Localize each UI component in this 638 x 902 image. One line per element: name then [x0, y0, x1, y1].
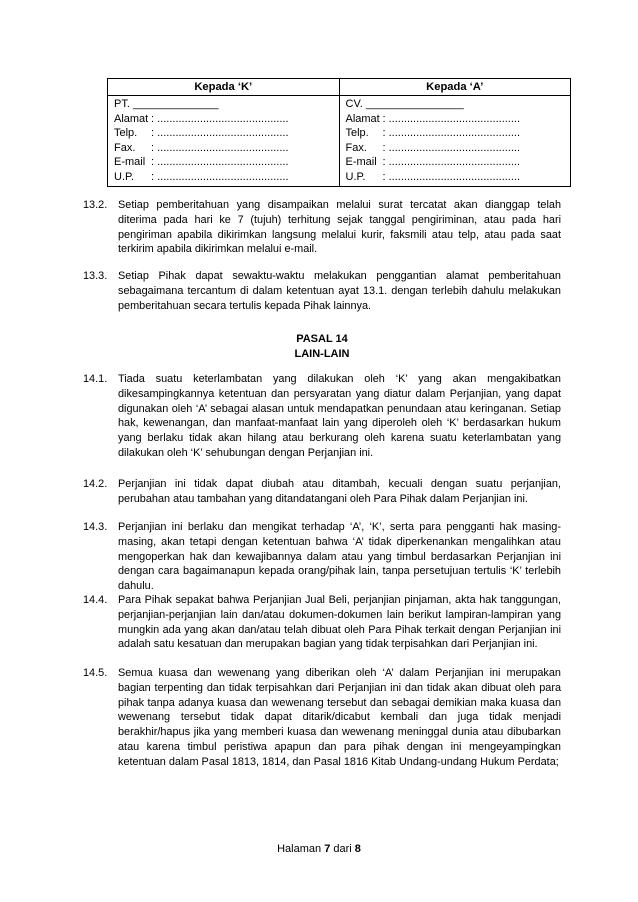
address-row-label: U.P. [114, 170, 134, 183]
address-row-a [346, 126, 571, 141]
address-row-label: U.P. [345, 170, 366, 183]
address-row-value: : ........................................... [382, 156, 521, 169]
address-row-value: : ........................................... [382, 112, 521, 125]
clause-14-3 [83, 520, 561, 594]
clause-text: Perjanjian ini tidak dapat diubah atau ditambah, kecuali dengan suatu perjanjian, perubahan atau tambahan yang ditandatangani oleh Para Pihak dalam Perjanjian ini. [118, 478, 561, 505]
address-row-label: Telp. [114, 127, 138, 140]
address-header-a: Kepada ‘A’ [339, 79, 571, 96]
address-row-a [346, 141, 571, 156]
clause-number: 14.2. [83, 478, 108, 490]
address-row-value: : ........................................... [151, 127, 289, 140]
clause-text: Setiap pemberitahuan yang disampaikan melalui surat tercatat akan dianggap telah diterima pada hari ke 7 (tujuh) terhitung sejak tanggal pengiriminan, atau pada hari pengiriman apabila dikirimkan langsung melalui kurir, faksmili atau telp, atau pada saat terkirim apabila dikirimkan melalui e-mail. [118, 199, 561, 256]
address-row-a [346, 112, 571, 127]
address-row-value: : ........................................... [151, 141, 289, 154]
address-row-value: : ........................................... [151, 156, 289, 169]
clause-number: 13.3. [83, 270, 108, 282]
address-row-value: : ........................................... [382, 141, 521, 154]
clause-text: Para Pihak sepakat bahwa Perjanjian Jual Beli, perjanjian pinjaman, akta hak tanggungan, perjanjian-perjanjian lain dan/atau dokumen-dokumen lain berikut lampiran-lampiran yang mungkin ada yang akan dan/atau telah dibuat oleh Para Pihak terkait dengan Perjanjian ini adalah satu kesatuan dan merupakan bagian yang tidak terpisahkan dari Perjanjian ini. [118, 594, 561, 651]
address-block-a [339, 96, 571, 187]
address-row-label: Alamat [114, 112, 149, 125]
clause-number: 14.5. [83, 667, 108, 679]
address-row-label: Alamat [345, 112, 380, 125]
clause-number: 14.1. [83, 373, 108, 385]
address-row-k [114, 112, 339, 127]
footer-middle: dari [333, 843, 352, 855]
footer-prefix: Halaman [277, 843, 322, 855]
footer-total-pages: 8 [354, 843, 361, 855]
address-row-k [114, 155, 339, 170]
clause-13-2 [83, 198, 561, 257]
page-footer [0, 843, 638, 855]
address-row-k [114, 170, 339, 185]
address-table [107, 78, 571, 187]
address-row-label: E-mail [114, 156, 146, 169]
clause-number: 14.4. [83, 594, 108, 606]
address-row-label: Fax. [114, 141, 136, 154]
address-row-label: E-mail [345, 156, 377, 169]
clause-text: Perjanjian ini berlaku dan mengikat terhadap ‘A’, ‘K’, serta para pengganti hak masing-masing, akan tetapi dengan ketentuan bahwa ‘A’ tidak diperkenankan mengalihkan atau mengoperkan hak dan kewajibannya dalam atau yang timbul berdasarkan Perjanjian ini dengan cara bagaimanapun kepada orang/pihak lain, tanpa persetujuan tertulis ‘K’ terlebih dahulu. [118, 521, 561, 593]
address-row-a [346, 155, 571, 170]
clause-14-4 [83, 593, 561, 652]
address-row-k [114, 126, 339, 141]
address-row-value: : ........................................... [382, 170, 521, 183]
address-header-k: Kepada ‘K’ [108, 79, 340, 96]
clause-number: 13.2. [83, 199, 108, 211]
address-row-a [346, 170, 571, 185]
address-row-label: Telp. [345, 127, 369, 140]
address-row-k [114, 141, 339, 156]
pasal-title: PASAL 14 [296, 333, 348, 345]
pasal-subtitle: LAIN-LAIN [294, 348, 350, 360]
clause-number: 14.3. [83, 521, 108, 533]
address-block-k [108, 96, 340, 187]
clause-13-3 [83, 269, 561, 313]
company-name-a: CV. ________________ [345, 98, 464, 110]
address-row-value: : ........................................... [382, 127, 521, 140]
address-row-label: Fax. [345, 141, 367, 154]
footer-page-number: 7 [324, 843, 331, 855]
clause-text: Semua kuasa dan wewenang yang diberikan oleh ‘A’ dalam Perjanjian ini merupakan bagian terpenting dan tidak terpisahkan dari Perjanjian ini dan tidak akan dibuat oleh para pihak tanpa adanya kuasa dan wewenang tersebut dan sebagai demikian maka kuasa dan wewenang tersebut tidak dapat ditarik/dicabut kembali dan juga tidak menjadi berakhir/hapus jika yang memberi kuasa dan wewenang meninggal dunia atau dibubarkan atau karena timbul peristiwa apapun dan para pihak dengan ini mengeyampingkan ketentuan dalam Pasal 1813, 1814, dan Pasal 1816 Kitab Undang-undang Hukum Perdata; [118, 667, 561, 768]
clause-14-1 [83, 372, 561, 461]
address-row-value: : ........................................... [151, 170, 289, 183]
clause-14-2 [83, 477, 561, 507]
clause-text: Tiada suatu keterlambatan yang dilakukan oleh ‘K’ yang akan mengakibatkan dikesampingkannya ketentuan dan persyaratan yang diatur dalam Perjanjian, yang dapat digunakan oleh ‘A’ sebagai alasan untuk mendapatkan penundaan atau keringanan. Setiap hak, kewenangan, dan manfaat-manfaat lain yang diperoleh oleh ‘K’ berdasarkan hukum yang berlaku tidak akan hilang atau berkurang oleh karena suatu keterlambatan yang dilakukan oleh ‘K’ sehubungan dengan Perjanjian ini. [118, 373, 561, 459]
address-row-value: : ........................................... [151, 112, 289, 125]
company-name-k: PT. ______________ [114, 98, 219, 110]
clause-text: Setiap Pihak dapat sewaktu-waktu melakukan penggantian alamat pemberitahuan sebagaimana tercantum di dalam ketentuan ayat 13.1. dengan terlebih dahulu melakukan pemberitahuan secara tertulis kepada Pihak lainnya. [118, 270, 561, 312]
clause-14-5 [83, 666, 561, 770]
